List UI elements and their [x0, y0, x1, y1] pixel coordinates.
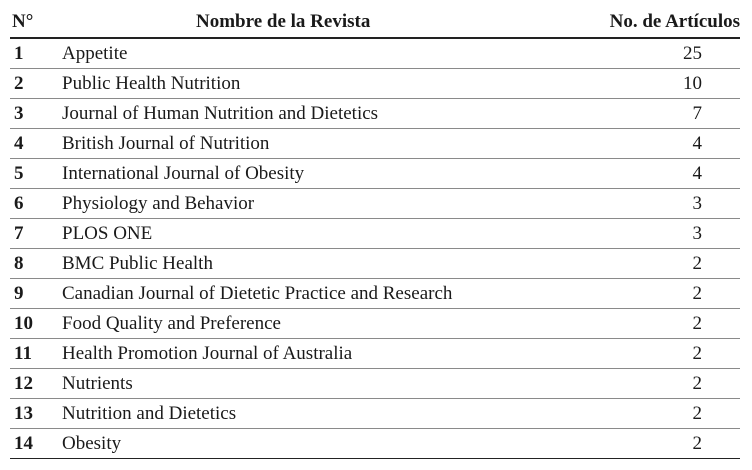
row-article-count: 3	[552, 219, 740, 249]
row-journal-name: Physiology and Behavior	[52, 189, 552, 219]
row-article-count: 10	[552, 69, 740, 99]
row-number: 13	[10, 399, 52, 429]
table-header-row	[10, 6, 740, 38]
row-number: 4	[10, 129, 52, 159]
table-row	[10, 249, 740, 279]
row-journal-name: International Journal of Obesity	[52, 159, 552, 189]
row-article-count: 2	[552, 279, 740, 309]
row-journal-name: BMC Public Health	[52, 249, 552, 279]
row-number: 12	[10, 369, 52, 399]
row-journal-name: Nutrition and Dietetics	[52, 399, 552, 429]
row-article-count: 7	[552, 99, 740, 129]
table-row	[10, 399, 740, 429]
row-article-count: 3	[552, 189, 740, 219]
table-row	[10, 309, 740, 339]
row-journal-name: British Journal of Nutrition	[52, 129, 552, 159]
row-article-count: 2	[552, 429, 740, 459]
row-journal-name: Journal of Human Nutrition and Dietetics	[52, 99, 552, 129]
row-number: 9	[10, 279, 52, 309]
row-journal-name: Nutrients	[52, 369, 552, 399]
row-journal-name: Canadian Journal of Dietetic Practice and Research	[52, 279, 552, 309]
row-number: 14	[10, 429, 52, 459]
table-row	[10, 69, 740, 99]
row-article-count: 4	[552, 129, 740, 159]
row-journal-name: Food Quality and Preference	[52, 309, 552, 339]
row-number: 7	[10, 219, 52, 249]
table-row	[10, 159, 740, 189]
table-row	[10, 429, 740, 459]
row-journal-name: Health Promotion Journal of Australia	[52, 339, 552, 369]
table-row	[10, 129, 740, 159]
row-number: 3	[10, 99, 52, 129]
row-number: 10	[10, 309, 52, 339]
table-row	[10, 189, 740, 219]
table-row	[10, 38, 740, 69]
row-number: 5	[10, 159, 52, 189]
row-article-count: 2	[552, 339, 740, 369]
row-journal-name: Public Health Nutrition	[52, 69, 552, 99]
header-article-count: No. de Artículos	[552, 6, 740, 38]
header-journal-name: Nombre de la Revista	[52, 6, 552, 38]
table-row	[10, 339, 740, 369]
row-article-count: 4	[552, 159, 740, 189]
row-article-count: 2	[552, 399, 740, 429]
table-row	[10, 99, 740, 129]
row-number: 2	[10, 69, 52, 99]
row-number: 11	[10, 339, 52, 369]
table-row	[10, 219, 740, 249]
row-journal-name: Obesity	[52, 429, 552, 459]
row-number: 1	[10, 38, 52, 69]
row-journal-name: Appetite	[52, 38, 552, 69]
table-row	[10, 279, 740, 309]
row-article-count: 2	[552, 309, 740, 339]
journal-table	[10, 6, 740, 459]
table-row	[10, 369, 740, 399]
row-journal-name: PLOS ONE	[52, 219, 552, 249]
row-number: 6	[10, 189, 52, 219]
row-article-count: 25	[552, 38, 740, 69]
row-article-count: 2	[552, 369, 740, 399]
row-number: 8	[10, 249, 52, 279]
row-article-count: 2	[552, 249, 740, 279]
header-number: N°	[10, 6, 52, 38]
